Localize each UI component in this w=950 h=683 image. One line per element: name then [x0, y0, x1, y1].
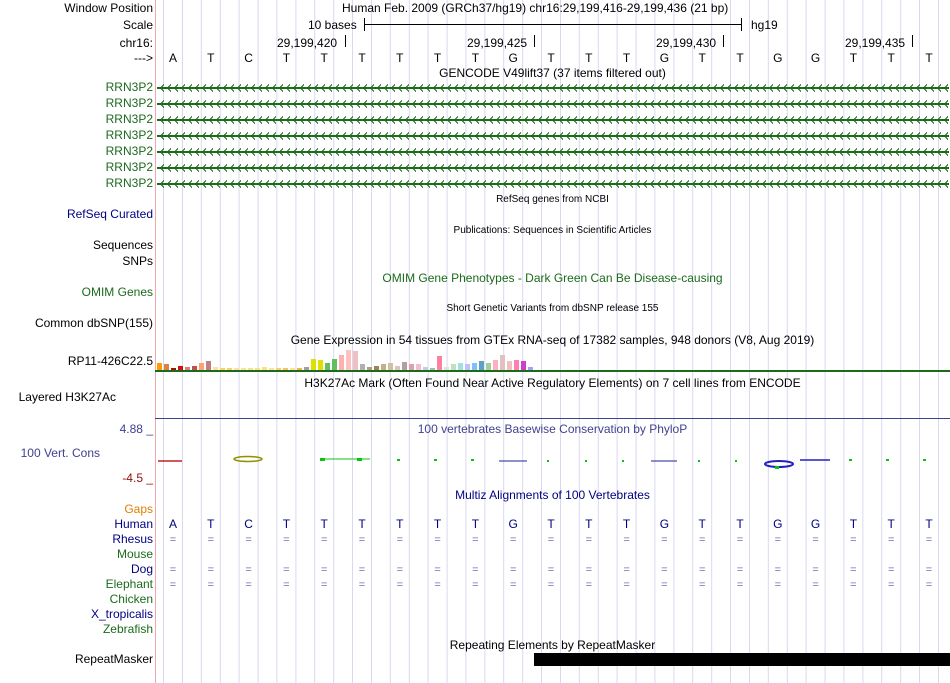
aligned-match: = — [245, 534, 252, 546]
human-base: G — [508, 517, 518, 531]
position-tick — [345, 35, 346, 47]
base-letter: G — [508, 51, 518, 65]
window-position-value: Human Feb. 2009 (GRCh37/hg19) chr16:29,199,416-29,199,436 (21 bp) — [342, 1, 729, 15]
publications-label[interactable]: Sequences — [92, 238, 153, 252]
strand-label: ---> — [134, 51, 153, 65]
repeat-element-block[interactable] — [534, 653, 950, 666]
gaps-label[interactable]: Gaps — [124, 502, 153, 516]
aligned-match: = — [207, 534, 215, 546]
human-base: T — [471, 517, 480, 531]
aligned-match: = — [698, 564, 706, 576]
aligned-match: = — [547, 579, 555, 591]
aligned-match: = — [698, 579, 706, 591]
species-label[interactable]: Chicken — [109, 592, 153, 606]
aligned-match: = — [887, 564, 895, 576]
species-label[interactable]: Zebrafish — [102, 622, 153, 636]
phylop-min: -4.5 _ — [122, 471, 153, 485]
gene-label[interactable]: RRN3P2 — [105, 80, 153, 94]
assembly-label: hg19 — [751, 18, 778, 32]
gtex-gene-label[interactable]: RP11-426C22.5 — [67, 354, 153, 368]
refseq-label[interactable]: RefSeq Curated — [66, 207, 153, 221]
base-letter: G — [810, 51, 821, 65]
h3k27ac-baseline — [155, 418, 950, 419]
species-label[interactable]: Human — [114, 517, 153, 531]
base-letter: T — [358, 51, 366, 65]
phylop-title: 100 vertebrates Basewise Conservation by PhyloP — [417, 422, 688, 436]
aligned-match: = — [472, 564, 479, 576]
species-label[interactable]: X_tropicalis — [90, 607, 153, 621]
gene-label[interactable]: RRN3P2 — [105, 112, 153, 126]
species-label[interactable]: Dog — [130, 562, 153, 576]
aligned-match: = — [812, 579, 819, 591]
gtex-tissue-bar[interactable] — [500, 355, 505, 372]
base-letter: T — [887, 51, 895, 65]
repeatmasker-title: Repeating Elements by RepeatMasker — [449, 638, 656, 652]
species-label[interactable]: Mouse — [116, 547, 153, 561]
gene-label[interactable]: RRN3P2 — [105, 96, 153, 110]
scale-text: 10 bases — [308, 18, 357, 32]
window-position-label: Window Position — [64, 1, 153, 15]
human-base: T — [320, 517, 328, 531]
base-letter: T — [585, 51, 593, 65]
aligned-match: = — [774, 534, 782, 546]
aligned-match: = — [850, 564, 857, 576]
base-letter: T — [849, 51, 858, 65]
human-base: C — [244, 517, 253, 531]
aligned-match: = — [774, 579, 782, 591]
aligned-match: = — [358, 564, 366, 576]
aligned-match: = — [472, 579, 479, 591]
phylop-signal[interactable] — [155, 452, 950, 472]
gtex-baseline — [155, 370, 950, 372]
base-letter: T — [698, 51, 706, 65]
omim-label[interactable]: OMIM Genes — [81, 285, 153, 299]
base-letter: T — [207, 51, 215, 65]
aligned-match: = — [925, 534, 933, 546]
phylop-label[interactable]: 100 Vert. Cons — [20, 446, 100, 460]
aligned-match: = — [661, 579, 668, 591]
base-letter: T — [320, 51, 328, 65]
aligned-match: = — [887, 579, 895, 591]
human-base: G — [810, 517, 821, 531]
scale-bar — [364, 24, 742, 25]
aligned-match: = — [358, 579, 366, 591]
aligned-match: = — [245, 579, 252, 591]
aligned-match: = — [283, 534, 290, 546]
aligned-match: = — [320, 579, 328, 591]
gene-model[interactable] — [157, 151, 949, 153]
human-base: T — [736, 517, 744, 531]
position-tick — [534, 35, 535, 47]
gene-model[interactable] — [157, 167, 949, 169]
scale-label: Scale — [122, 18, 153, 32]
aligned-match: = — [585, 534, 593, 546]
aligned-match: = — [509, 564, 517, 576]
human-base: T — [396, 517, 404, 531]
aligned-match: = — [925, 579, 933, 591]
aligned-match: = — [547, 534, 555, 546]
aligned-match: = — [585, 579, 593, 591]
position-label: 29,199,435 — [845, 36, 906, 50]
aligned-match: = — [434, 534, 441, 546]
aligned-match: = — [623, 534, 630, 546]
gencode-title[interactable]: GENCODE V49lift37 (37 items filtered out) — [439, 66, 666, 80]
gtex-tissue-bar[interactable] — [353, 351, 358, 371]
human-base: T — [585, 517, 593, 531]
gtex-tissue-bar[interactable] — [346, 350, 351, 371]
aligned-match: = — [320, 534, 328, 546]
aligned-match: = — [169, 534, 177, 546]
dbsnp-label[interactable]: Common dbSNP(155) — [34, 316, 153, 330]
aligned-match: = — [320, 564, 328, 576]
base-letter: G — [773, 51, 783, 65]
multiz-title: Multiz Alignments of 100 Vertebrates — [455, 488, 650, 502]
aligned-match: = — [434, 564, 441, 576]
human-base: T — [207, 517, 215, 531]
gtex-title: Gene Expression in 54 tissues from GTEx RNA-seq of 17382 samples, 948 donors (V8, Aug 2019) — [290, 333, 815, 347]
base-letter: T — [736, 51, 744, 65]
aligned-match: = — [585, 564, 593, 576]
human-base: T — [622, 517, 631, 531]
position-label: 29,199,425 — [467, 36, 528, 50]
position-label: 29,199,420 — [277, 36, 338, 50]
gene-model[interactable] — [157, 119, 949, 121]
gtex-tissue-bar[interactable] — [339, 355, 344, 372]
gene-label[interactable]: RRN3P2 — [105, 160, 153, 174]
human-base: T — [887, 517, 895, 531]
aligned-match: = — [736, 579, 744, 591]
human-base: T — [698, 517, 706, 531]
position-tick — [723, 35, 724, 47]
aligned-match: = — [472, 534, 479, 546]
aligned-match: = — [169, 564, 177, 576]
aligned-match: = — [283, 579, 290, 591]
base-letter: T — [471, 51, 480, 65]
snps-label[interactable]: SNPs — [122, 254, 153, 268]
aligned-match: = — [207, 564, 215, 576]
human-base: G — [659, 517, 670, 531]
base-letter: G — [659, 51, 670, 65]
base-letter: T — [547, 51, 555, 65]
human-base: T — [849, 517, 858, 531]
human-base: A — [168, 517, 177, 531]
species-label[interactable]: Rhesus — [112, 532, 153, 546]
aligned-match: = — [774, 564, 782, 576]
aligned-match: = — [547, 564, 555, 576]
gene-model[interactable] — [157, 87, 949, 89]
chrom-label: chr16: — [119, 36, 153, 50]
gtex-tissue-bar[interactable] — [437, 356, 442, 371]
aligned-match: = — [396, 534, 404, 546]
aligned-match: = — [245, 564, 252, 576]
base-letter: T — [396, 51, 404, 65]
base-letter: T — [925, 51, 933, 65]
aligned-match: = — [169, 579, 177, 591]
aligned-match: = — [736, 564, 744, 576]
base-letter: T — [622, 51, 631, 65]
aligned-match: = — [887, 534, 895, 546]
refseq-title: RefSeq genes from NCBI — [496, 194, 609, 205]
aligned-match: = — [850, 579, 857, 591]
phylop-max: 4.88 _ — [119, 422, 153, 436]
base-letter: C — [244, 51, 253, 65]
aligned-match: = — [850, 534, 857, 546]
gtex-expression-bars[interactable] — [157, 348, 537, 371]
human-base: G — [773, 517, 783, 531]
scale-bar-right — [741, 18, 742, 31]
aligned-match: = — [396, 579, 404, 591]
aligned-match: = — [736, 534, 744, 546]
aligned-match: = — [509, 534, 517, 546]
repeatmasker-label[interactable]: RepeatMasker — [74, 652, 153, 666]
aligned-match: = — [698, 534, 706, 546]
omim-title: OMIM Gene Phenotypes - Dark Green Can Be Disease-causing — [382, 271, 723, 285]
human-base: T — [433, 517, 442, 531]
aligned-match: = — [812, 534, 819, 546]
gene-label[interactable]: RRN3P2 — [105, 128, 153, 142]
gene-label[interactable]: RRN3P2 — [105, 176, 153, 190]
human-base: T — [358, 517, 366, 531]
aligned-match: = — [509, 579, 517, 591]
aligned-match: = — [623, 579, 630, 591]
aligned-match: = — [661, 534, 668, 546]
gene-model[interactable] — [157, 135, 949, 137]
human-base: T — [925, 517, 933, 531]
aligned-match: = — [812, 564, 819, 576]
gene-model[interactable] — [157, 183, 949, 185]
gene-model[interactable] — [157, 103, 949, 105]
aligned-match: = — [434, 579, 441, 591]
aligned-match: = — [358, 534, 366, 546]
human-base: T — [282, 517, 291, 531]
position-tick — [912, 35, 913, 47]
species-label[interactable]: Elephant — [105, 577, 153, 591]
aligned-match: = — [623, 564, 630, 576]
aligned-match: = — [283, 564, 290, 576]
h3k27ac-title: H3K27Ac Mark (Often Found Near Active Regulatory Elements) on 7 cell lines from ENCODE — [304, 376, 801, 390]
publications-title: Publications: Sequences in Scientific Articles — [453, 225, 652, 236]
base-letter: A — [168, 51, 177, 65]
h3k27ac-label[interactable]: Layered H3K27Ac — [18, 390, 116, 404]
position-label: 29,199,430 — [656, 36, 717, 50]
dbsnp-title: Short Genetic Variants from dbSNP release 155 — [446, 303, 659, 314]
aligned-match: = — [207, 579, 215, 591]
aligned-match: = — [661, 564, 668, 576]
base-letter: T — [282, 51, 291, 65]
aligned-match: = — [396, 564, 404, 576]
aligned-match: = — [925, 564, 933, 576]
base-letter: T — [433, 51, 442, 65]
human-base: T — [547, 517, 555, 531]
gene-label[interactable]: RRN3P2 — [105, 144, 153, 158]
